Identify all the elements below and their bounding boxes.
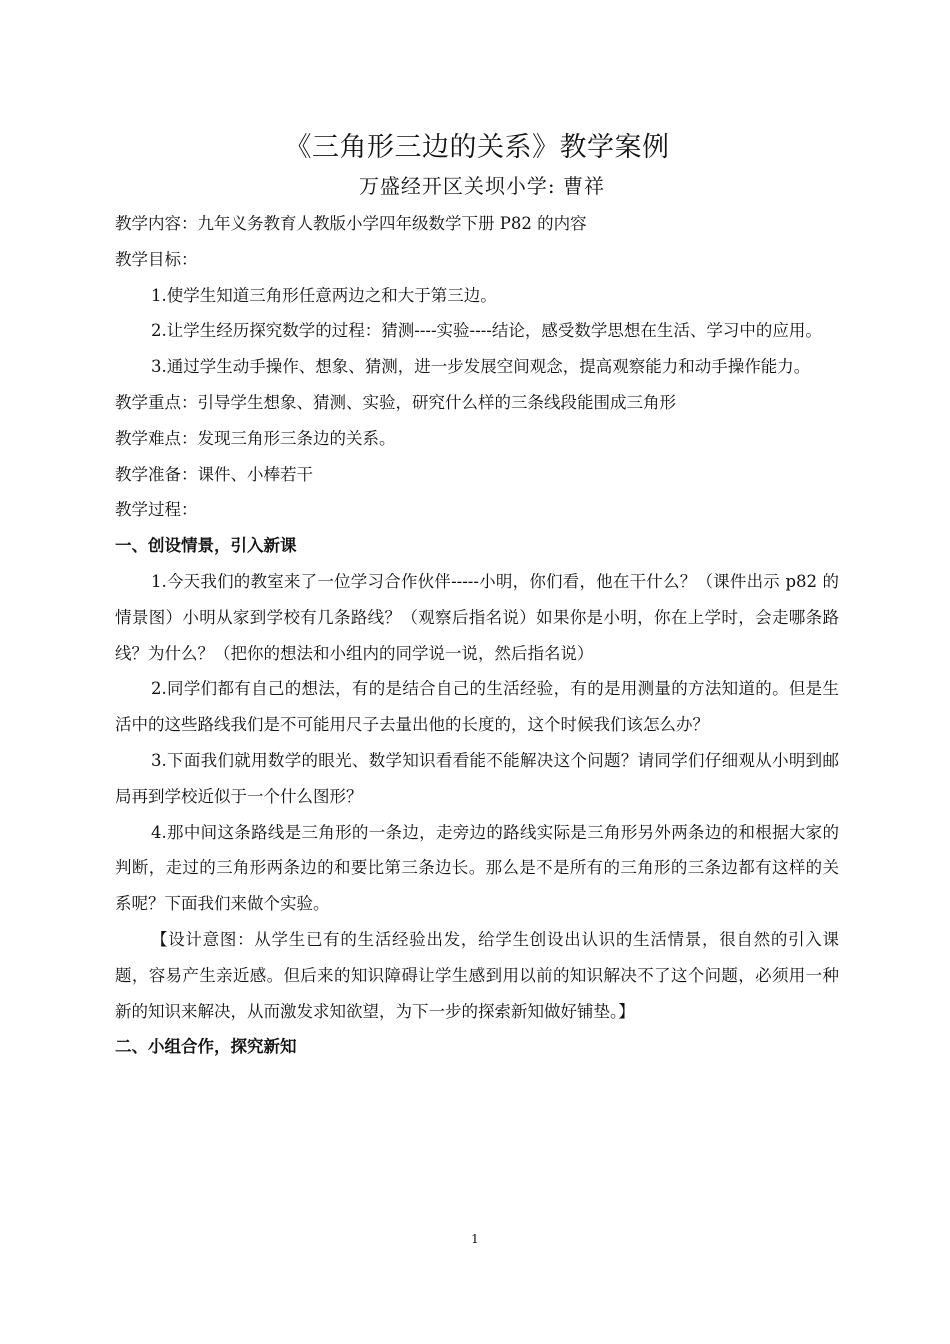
- preparation: 教学准备：课件、小棒若干: [115, 464, 313, 484]
- objectives-label: 教学目标：: [115, 249, 198, 269]
- difficulty: 教学难点：发现三角形三条边的关系。: [115, 428, 396, 448]
- key-point: 教学重点：引导学生想象、猜测、实验，研究什么样的三条线段能围成三角形: [115, 392, 676, 412]
- process-label: 教学过程：: [115, 500, 198, 520]
- page-number: 1: [471, 1232, 479, 1246]
- objective-item: 1.使学生知道三角形任意两边之和大于第三边。: [151, 285, 497, 305]
- section-paragraph: 4.那中间这条路线是三角形的一条边，走旁边的路线实际是三角形另外两条边的和根据大家的判断，走过的三角形两条边的和要比第三条边长。那么是不是所有的三角形的三条边都有这样的关系呢？下面我们来做个实验。: [115, 822, 839, 914]
- section-paragraph: 3.下面我们就用数学的眼光、数学知识看看能不能解决这个问题？请同学们仔细观从小明到邮局再到学校近似于一个什么图形？: [115, 750, 839, 806]
- section-heading: 二、小组合作，探究新知: [115, 1037, 297, 1057]
- section-paragraph: 1.今天我们的教室来了一位学习合作伙伴-----小明，你们看，他在干什么？（课件出示 p82 的情景图）小明从家到学校有几条路线？（观察后指名说）如果你是小明，你在上学时，会走哪条路线？为什么？（把你的想法和小组内的同学说一说，然后指名说）: [115, 571, 839, 663]
- teaching-content: 教学内容：九年义务教育人教版小学四年级数学下册 P82 的内容: [115, 214, 587, 233]
- section-paragraph: 2.同学们都有自己的想法，有的是结合自己的生活经验，有的是用测量的方法知道的。但是生活中的这些路线我们是不可能用尺子去量出他的长度的，这个时候我们该怎么办？: [115, 679, 839, 735]
- section-heading: 一、创设情景，引入新课: [115, 536, 297, 556]
- design-intent-paragraph: 【设计意图：从学生已有的生活经验出发，给学生创设出认识的生活情景，很自然的引入课题，容易产生亲近感。但后来的知识障碍让学生感到用以前的知识解决不了这个问题，必须用一种新的知识来解决，从而激发求知欲望，为下一步的探索新知做好铺垫。】: [115, 929, 839, 1021]
- document-body: [115, 126, 839, 1065]
- document-title: 《三角形三边的关系》教学案例: [284, 132, 670, 163]
- objective-item: 3.通过学生动手操作、想象、猜测，进一步发展空间观念，提高观察能力和动手操作能力。: [151, 357, 811, 377]
- author-line: 万盛经开区关坝小学: 曹祥: [358, 174, 606, 198]
- objective-item: 2.让学生经历探究数学的过程：猜测----实验----结论，感受数学思想在生活、学习中的应用。: [151, 321, 822, 341]
